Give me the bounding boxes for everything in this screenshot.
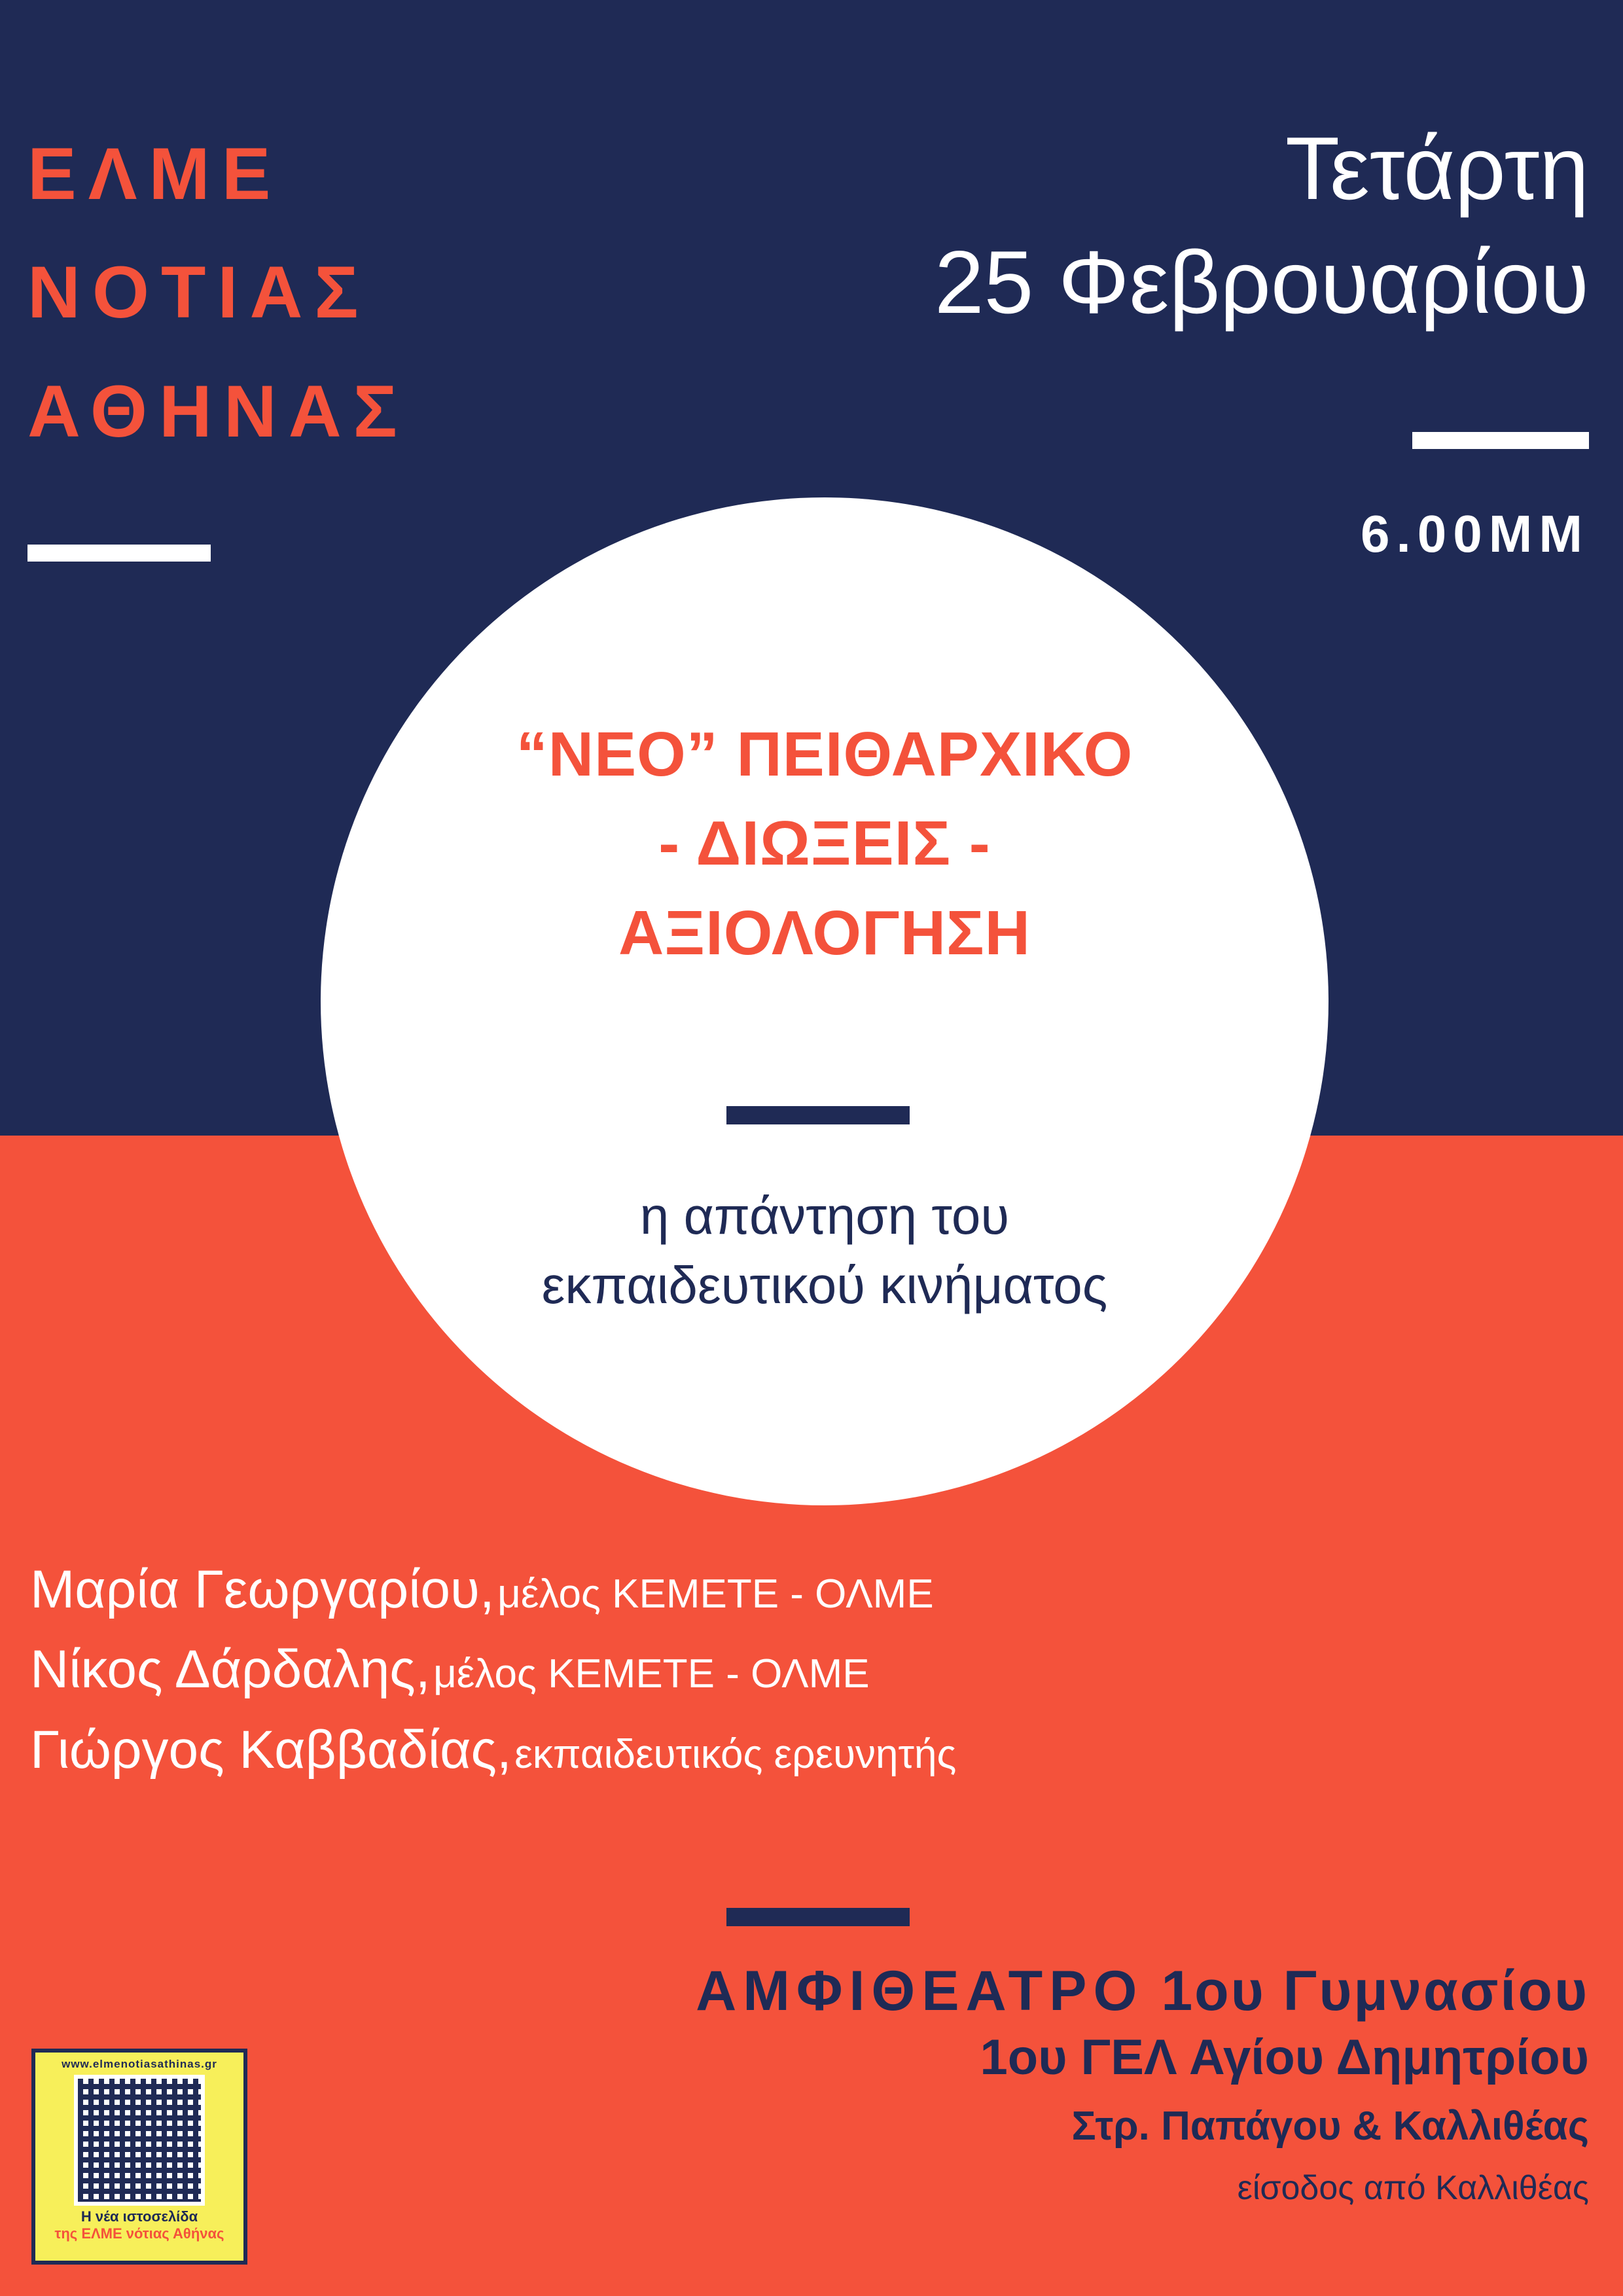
speaker-role: μέλος ΚΕΜΕΤΕ - ΟΛΜΕ: [497, 1571, 934, 1617]
date-divider: [1412, 432, 1589, 449]
headline-line-3: ΑΞΙΟΛΟΓΗΣΗ: [618, 897, 1031, 968]
qr-caption-line-1: Η νέα ιστοσελίδα: [80, 2208, 198, 2225]
qr-code-icon: [74, 2075, 205, 2206]
venue-school-label: 1ου Γυμνασίου: [1161, 1960, 1589, 2022]
headline: [366, 710, 1283, 978]
qr-caption-line-2: της ΕΛΜΕ νότιας Αθήνας: [54, 2225, 224, 2242]
event-day: Τετάρτη: [1285, 118, 1589, 218]
speaker-name: Νίκος Δάρδαλης,: [30, 1640, 431, 1700]
venue-entrance-note: είσοδος από Καλλιθέας: [1237, 2168, 1589, 2207]
venue-line-1: [411, 1957, 1589, 2026]
white-circle-panel: [321, 497, 1329, 1505]
speaker-name: Γιώργος Καββαδίας,: [30, 1719, 512, 1780]
list-item: [30, 1718, 1535, 1782]
qr-card[interactable]: [31, 2049, 247, 2265]
event-date-block: [738, 111, 1589, 339]
organisation-line-3: ΑΘΗΝΑΣ: [27, 370, 409, 452]
speaker-list: [30, 1558, 1535, 1798]
organisation-line-2: ΝΟΤΙΑΣ: [27, 251, 370, 334]
venue-line-2: 1ου ΓΕΛ Αγίου Δημητρίου: [980, 2029, 1589, 2085]
list-item: [30, 1558, 1535, 1622]
qr-url-label: www.elmenotiasathinas.gr: [62, 2058, 217, 2070]
subheadline-line-2: εκπαιδευτικού κινήματος: [541, 1255, 1108, 1314]
event-date: 25 Φεβρουαρίου: [934, 232, 1589, 332]
speakers-divider: [726, 1908, 910, 1926]
list-item: [30, 1638, 1535, 1702]
headline-divider: [726, 1106, 910, 1124]
organisation-title: [27, 115, 409, 471]
headline-line-2: - ΔΙΩΞΕΙΣ -: [658, 808, 991, 879]
event-time: 6.00ΜΜ: [1361, 505, 1589, 563]
subheadline-line-1: η απάντηση του: [639, 1187, 1010, 1245]
speaker-name: Μαρία Γεωργαρίου,: [30, 1560, 495, 1619]
speaker-role: μέλος ΚΕΜΕΤΕ - ΟΛΜΕ: [433, 1651, 870, 1697]
venue-block: [411, 1957, 1589, 2212]
speaker-role: εκπαιδευτικός ερευνητής: [514, 1731, 957, 1777]
organisation-line-1: ΕΛΜΕ: [27, 133, 283, 215]
subheadline: [406, 1181, 1243, 1319]
venue-amphitheatre-label: ΑΜΦΙΘΕΑΤΡΟ: [696, 1960, 1144, 2022]
organisation-divider: [27, 545, 211, 562]
venue-line-3: Στρ. Παπάγου & Καλλιθέας: [1071, 2104, 1589, 2149]
headline-line-1: “ΝΕΟ” ΠΕΙΘΑΡΧΙΚΟ: [516, 719, 1133, 789]
